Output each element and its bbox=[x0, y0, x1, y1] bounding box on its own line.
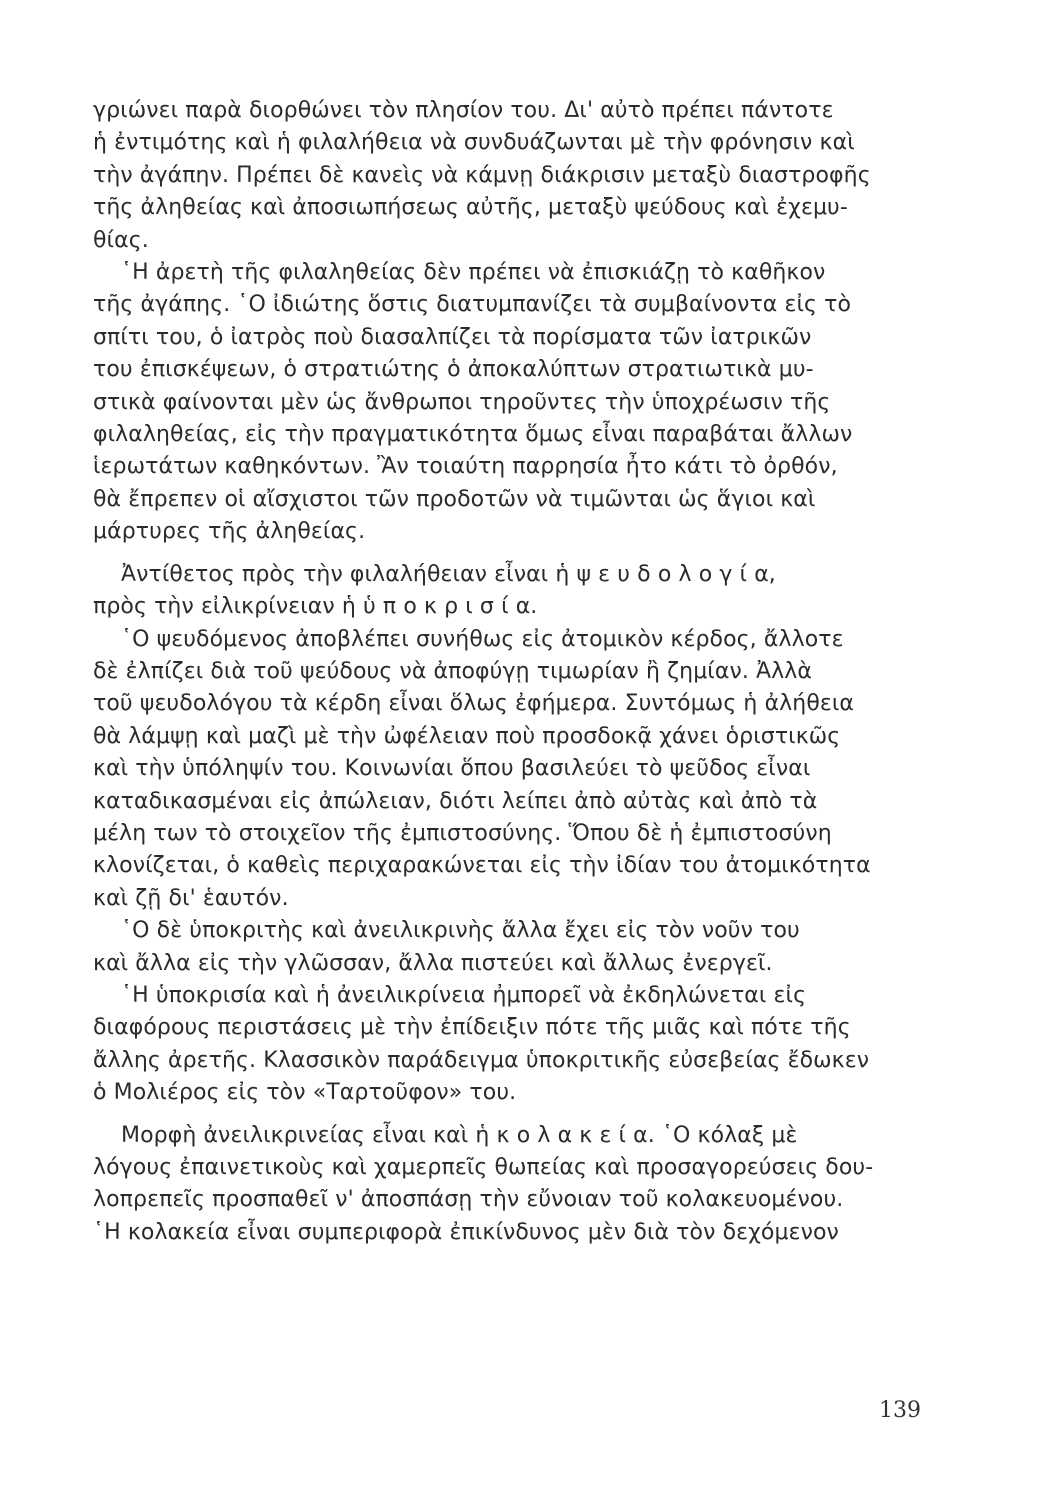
text-line: διαφόρους περιστάσεις μὲ τὴν ἐπίδειξιν πότε τῆς μιᾶς καὶ πότε τῆς bbox=[93, 1015, 851, 1041]
text-line: θίας. bbox=[93, 227, 149, 253]
text-line: δὲ ἐλπίζει διὰ τοῦ ψεύδους νὰ ἀποφύγῃ τιμωρίαν ἢ ζημίαν. Ἀλλὰ bbox=[93, 658, 813, 684]
text-line: τοῦ ψευδολόγου τὰ κέρδη εἶναι ὅλως ἐφήμερα. Συντόμως ἡ ἀλήθεια bbox=[93, 691, 855, 717]
text-line: ῾Η ὑποκρισία καὶ ἡ ἀνειλικρίνεια ἠμπορεῖ νὰ ἐκδηλώνεται εἰς bbox=[121, 982, 807, 1008]
text-line: φιλαληθείας, εἰς τὴν πραγματικότητα ὅμως εἶναι παραβάται ἄλλων bbox=[93, 422, 853, 448]
body-text bbox=[93, 95, 923, 1249]
text-line: ῾Η κολακεία εἶναι συμπεριφορὰ ἐπικίνδυνος μὲν διὰ τὸν δεχόμενον bbox=[93, 1219, 839, 1245]
text-line: ἄλλης ἀρετῆς. Κλασσικὸν παράδειγμα ὑποκριτικῆς εὐσεβείας ἔδωκεν bbox=[93, 1047, 870, 1073]
text-line: κλονίζεται, ὁ καθεὶς περιχαρακώνεται εἰς τὴν ἰδίαν του ἀτομικότητα bbox=[93, 853, 871, 879]
text-line: λόγους ἐπαινετικοὺς καὶ χαμερπεῖς θωπείας καὶ προσαγορεύσεις δου- bbox=[93, 1155, 874, 1180]
text-line: ἱερωτάτων καθηκόντων. Ἂν τοιαύτη παρρησία ἦτο κάτι τὸ ὀρθόν, bbox=[93, 454, 838, 480]
text-line: Μορφὴ ἀνειλικρινείας εἶναι καὶ ἡ κ ο λ α κ ε ί α. ῾Ο κόλαξ μὲ bbox=[121, 1122, 798, 1148]
text-line: καὶ ἄλλα εἰς τὴν γλῶσσαν, ἄλλα πιστεύει καὶ ἄλλως ἐνεργεῖ. bbox=[93, 950, 773, 976]
text-line: θὰ λάμψῃ καὶ μαζὶ μὲ τὴν ὠφέλειαν ποὺ προσδοκᾷ χάνει ὁριστικῶς bbox=[93, 723, 841, 749]
text-line: λοπρεπεῖς προσπαθεῖ ν' ἀποσπάσῃ τὴν εὔνοιαν τοῦ κολακευομένου. bbox=[93, 1187, 844, 1213]
text-line: καὶ τὴν ὑπόληψίν του. Κοινωνίαι ὅπου βασιλεύει τὸ ψεῦδος εἶναι bbox=[93, 756, 811, 782]
text-line: πρὸς τὴν εἰλικρίνειαν ἡ ὑ π ο κ ρ ι σ ί α. bbox=[93, 594, 538, 620]
text-line: τῆς ἀληθείας καὶ ἀποσιωπήσεως αὐτῆς, μεταξὺ ψεύδους καὶ ἐχεμυ- bbox=[93, 195, 848, 221]
text-line: τὴν ἀγάπην. Πρέπει δὲ κανεὶς νὰ κάμνῃ διάκρισιν μεταξὺ διαστροφῆς bbox=[93, 162, 871, 188]
text-line: τῆς ἀγάπης. ῾Ο ἰδιώτης ὅστις διατυμπανίζει τὰ συμβαίνοντα εἰς τὸ bbox=[93, 292, 852, 318]
text-line: ῾Ο δὲ ὑποκριτὴς καὶ ἀνειλικρινὴς ἄλλα ἔχει εἰς τὸν νοῦν του bbox=[121, 918, 800, 944]
text-line: στικὰ φαίνονται μὲν ὡς ἄνθρωποι τηροῦντες τὴν ὑποχρέωσιν τῆς bbox=[93, 389, 831, 415]
text-line: Ἀντίθετος πρὸς τὴν φιλαλήθειαν εἶναι ἡ ψ ε υ δ ο λ ο γ ί α, bbox=[121, 561, 776, 587]
text-line: ῾Η ἀρετὴ τῆς φιλαληθείας δὲν πρέπει νὰ ἐπισκιάζῃ τὸ καθῆκον bbox=[121, 260, 826, 286]
text-line: γριώνει παρὰ διορθώνει τὸν πλησίον του. Δι' αὐτὸ πρέπει πάντοτε bbox=[93, 98, 834, 123]
text-line: σπίτι του, ὁ ἰατρὸς ποὺ διασαλπίζει τὰ πορίσματα τῶν ἰατρικῶν bbox=[93, 324, 812, 350]
text-line: ῾Ο ψευδόμενος ἀποβλέπει συνήθως εἰς ἀτομικὸν κέρδος, ἄλλοτε bbox=[121, 626, 844, 652]
text-line: μέλη των τὸ στοιχεῖον τῆς ἐμπιστοσύνης. Ὅπου δὲ ἡ ἐμπιστοσύνη bbox=[93, 820, 832, 846]
text-line: καὶ ζῇ δι' ἑαυτόν. bbox=[93, 885, 289, 911]
text-line: θὰ ἔπρεπεν οἱ αἴσχιστοι τῶν προδοτῶν νὰ τιμῶνται ὡς ἅγιοι καὶ bbox=[93, 486, 816, 512]
text-line: του ἐπισκέψεων, ὁ στρατιώτης ὁ ἀποκαλύπτων στρατιωτικὰ μυ- bbox=[93, 357, 814, 383]
page-number: 139 bbox=[879, 1398, 921, 1423]
text-line: μάρτυρες τῆς ἀληθείας. bbox=[93, 519, 366, 545]
text-line: ἡ ἐντιμότης καὶ ἡ φιλαλήθεια νὰ συνδυάζωνται μὲ τὴν φρόνησιν καὶ bbox=[93, 130, 855, 156]
text-line: καταδικασμέναι εἰς ἀπώλειαν, διότι λείπει ἀπὸ αὐτὰς καὶ ἀπὸ τὰ bbox=[93, 788, 818, 814]
text-line: ὁ Μολιέρος εἰς τὸν «Ταρτοῦφον» του. bbox=[93, 1080, 517, 1106]
